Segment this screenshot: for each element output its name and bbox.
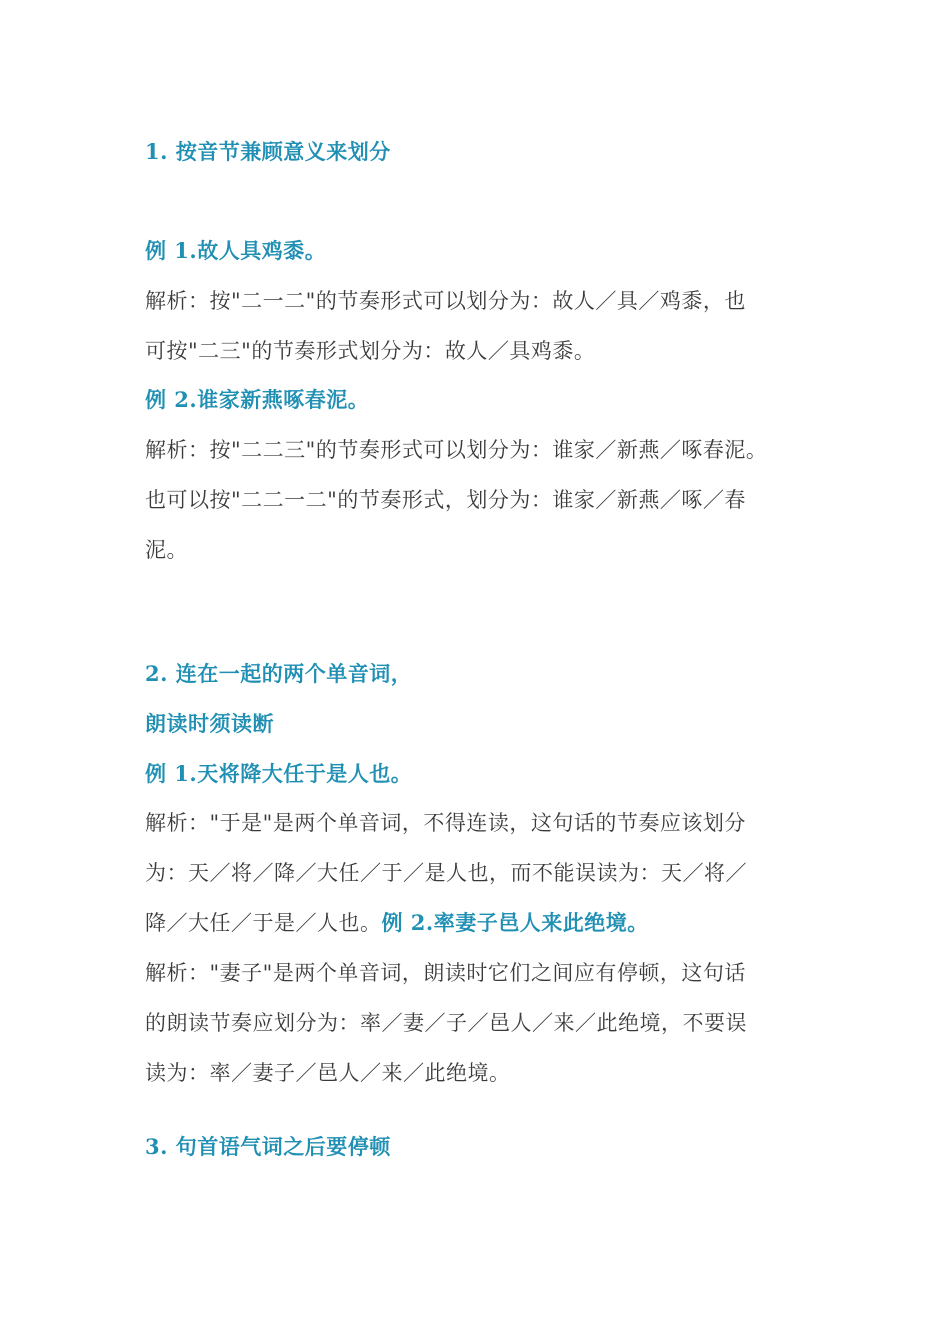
section-2-heading-line-2: 朗读时须读断 xyxy=(145,711,274,736)
section-1-example-1: 例 1.故人具鸡黍。 xyxy=(145,238,327,263)
section-2-heading-line-1: 2. 连在一起的两个单音词， xyxy=(145,661,413,686)
section-2-analysis-1-line-1: 解析："于是"是两个单音词，不得连读，这句话的节奏应该划分 xyxy=(145,811,746,835)
section-1-analysis-1-line-1: 解析：按"二一二"的节奏形式可以划分为：故人／具／鸡黍，也 xyxy=(145,289,746,313)
section-1-analysis-1-line-2: 可按"二三"的节奏形式划分为：故人／具鸡黍。 xyxy=(145,339,596,363)
section-2-analysis-2-line-3: 读为：率／妻子／邑人／来／此绝境。 xyxy=(145,1061,511,1085)
section-2-analysis-1-line-3-text: 降／大任／于是／人也。 xyxy=(145,911,382,935)
section-2-example-1: 例 1.天将降大任于是人也。 xyxy=(145,761,413,786)
section-1-example-2: 例 2.谁家新燕啄春泥。 xyxy=(145,387,370,412)
section-2-analysis-1-line-3 xyxy=(145,908,649,938)
section-1-heading: 1. 按音节兼顾意义来划分 xyxy=(145,139,391,164)
section-2-example-2: 例 2.率妻子邑人来此绝境。 xyxy=(381,910,649,935)
section-2-analysis-1-line-2: 为：天／将／降／大任／于／是人也，而不能误读为：天／将／ xyxy=(145,861,747,885)
section-2-analysis-2-line-2: 的朗读节奏应划分为：率／妻／子／邑人／来／此绝境，不要误 xyxy=(145,1011,747,1035)
section-1-analysis-2-line-3: 泥。 xyxy=(145,538,188,562)
section-3-heading: 3. 句首语气词之后要停顿 xyxy=(145,1134,391,1159)
section-1-analysis-2-line-1: 解析：按"二二三"的节奏形式可以划分为：谁家／新燕／啄春泥。 xyxy=(145,438,768,462)
section-2-analysis-2-line-1: 解析："妻子"是两个单音词，朗读时它们之间应有停顿，这句话 xyxy=(145,961,746,985)
section-1-analysis-2-line-2: 也可以按"二二一二"的节奏形式，划分为：谁家／新燕／啄／春 xyxy=(145,488,746,512)
